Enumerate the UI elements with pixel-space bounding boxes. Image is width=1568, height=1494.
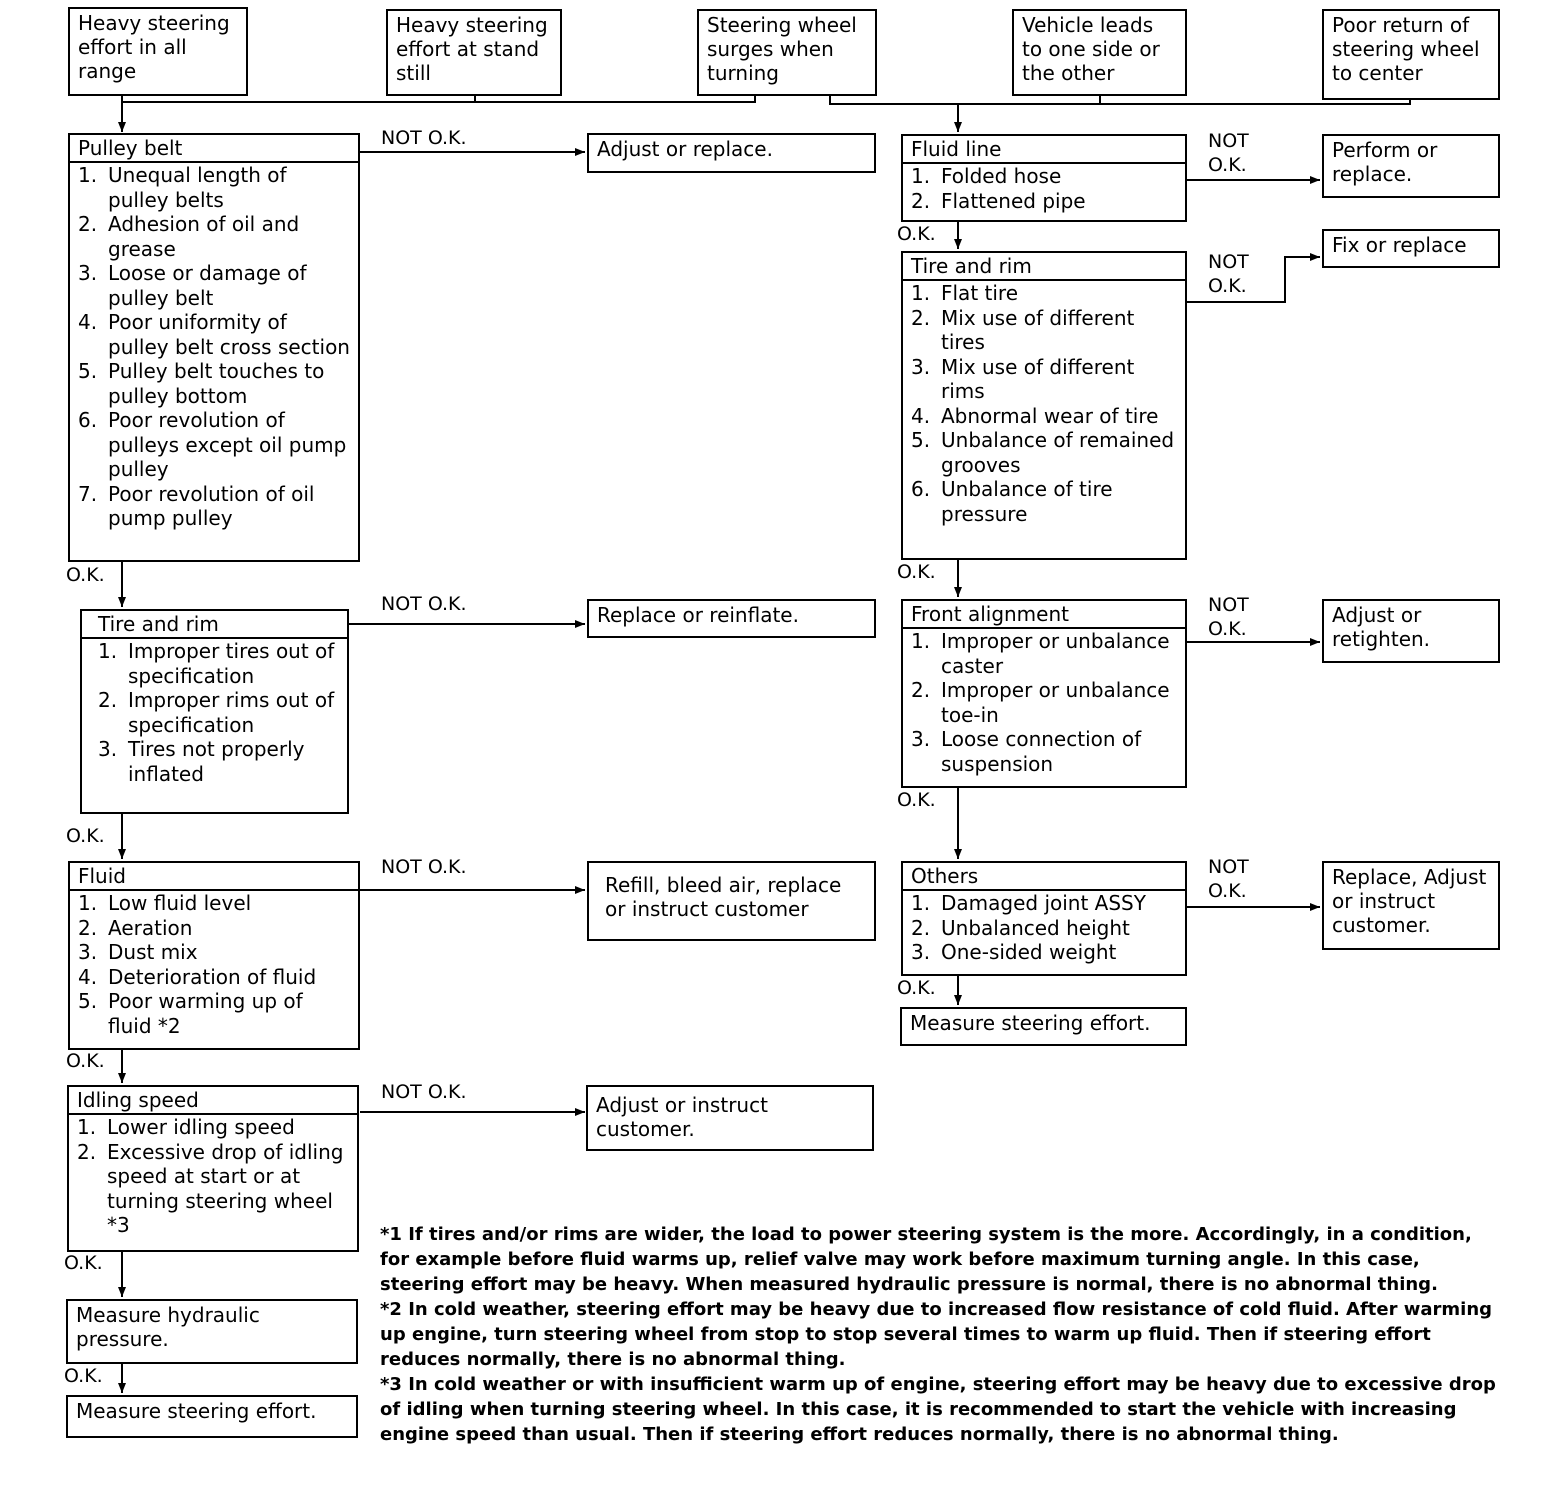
check-items [82, 639, 347, 786]
list-item: 3. Dust mix [78, 940, 198, 964]
ok-label: O.K. [64, 1365, 103, 1387]
action-text: Fix or replace [1332, 233, 1467, 257]
ok-label: O.K. [66, 825, 105, 847]
action-text: Replace, Adjust or instruct customer. [1332, 865, 1487, 937]
list-item: 1. Unequal length of pulley belts [78, 163, 287, 212]
list-item: 3. One-sided weight [911, 940, 1117, 964]
symptom-poor-return [1322, 9, 1500, 100]
list-item: 1. Damaged joint ASSY [911, 891, 1146, 915]
action-replace-reinflate [587, 599, 876, 638]
check-tire-rim-left [80, 609, 349, 814]
check-fluid-line [901, 134, 1187, 222]
ok-label: O.K. [897, 789, 936, 811]
action-text: Perform or replace. [1332, 138, 1438, 186]
list-item: 1. Folded hose [911, 164, 1062, 188]
check-title: Tire and rim [903, 253, 1185, 281]
action-text: Refill, bleed air, replace or instruct customer [605, 873, 842, 921]
not-ok-arrow-r2 [1187, 257, 1320, 302]
symptom-text: Steering wheel surges when turning [707, 13, 857, 85]
list-item: 4. Deterioration of fluid [78, 964, 317, 989]
action-adjust-instruct [586, 1085, 874, 1151]
list-item: 4. Poor uniformity of pulley belt cross section [78, 310, 350, 359]
check-tire-rim-right [901, 251, 1187, 560]
ok-short-label: O.K. [1208, 880, 1247, 902]
symptom-text: Heavy steering effort in all range [78, 11, 230, 83]
ok-label: O.K. [66, 564, 105, 586]
action-text: Measure hydraulic pressure. [76, 1303, 260, 1351]
check-items [70, 891, 358, 1038]
not-ok-label: NOT O.K. [381, 593, 467, 615]
action-text: Adjust or retighten. [1332, 603, 1431, 651]
ok-label: O.K. [897, 977, 936, 999]
ok-short-label: O.K. [1208, 154, 1247, 176]
symptom-collector-line [122, 96, 755, 102]
not-label: NOT [1208, 251, 1249, 273]
list-item: 3. Mix use of different rims [911, 354, 1135, 403]
list-item: 3. Loose or damage of pulley belt [78, 261, 307, 310]
action-measure-hydraulic [66, 1299, 358, 1364]
ok-label: O.K. [66, 1050, 105, 1072]
action-replace-adjust-instruct [1322, 861, 1500, 950]
check-pulley-belt [68, 133, 360, 562]
list-item: 1. Improper tires out of specification [98, 639, 335, 688]
symptom-text: Poor return of steering wheel to center [1332, 13, 1480, 85]
not-ok-label: NOT O.K. [381, 856, 467, 878]
check-items [903, 629, 1185, 776]
list-item: 7. Poor revolution of oil pump pulley [78, 481, 315, 530]
action-measure-effort-left [66, 1395, 358, 1438]
check-items [70, 163, 358, 531]
footnote-3: *3 In cold weather or with insufficient warm up of engine, steering effort may be heavy due to excessive drop of idling when turning steering wheel. In this case, it is recommended to start the vehicle with increasing engine speed than usual. Then if steering effort reduces normally, there is no abnormal thing. [380, 1374, 1496, 1445]
list-item: 5. Unbalance of remained grooves [911, 428, 1175, 477]
check-items [903, 164, 1185, 213]
not-ok-label: NOT O.K. [381, 1081, 467, 1103]
list-item: 2. Flattened pipe [911, 188, 1086, 213]
ok-short-label: O.K. [1208, 275, 1247, 297]
ok-label: O.K. [64, 1252, 103, 1274]
list-item: 2. Improper rims out of specification [98, 688, 335, 737]
list-item: 2. Aeration [78, 915, 193, 940]
check-title: Fluid line [903, 136, 1185, 164]
action-fix-replace [1322, 229, 1500, 268]
list-item: 1. Flat tire [911, 281, 1019, 305]
not-label: NOT [1208, 130, 1249, 152]
check-items [69, 1115, 357, 1238]
list-item: 4. Abnormal wear of tire [911, 403, 1159, 428]
check-title: Fluid [70, 863, 358, 891]
action-adjust-retighten [1322, 599, 1500, 663]
footnotes [380, 1222, 1500, 1447]
symptom-heavy-stand-still [386, 9, 562, 96]
check-title: Others [903, 863, 1185, 891]
symptom-text: Vehicle leads to one side or the other [1022, 13, 1160, 85]
list-item: 2. Improper or unbalance toe-in [911, 678, 1170, 727]
check-others [901, 861, 1187, 976]
footnote-1: *1 If tires and/or rims are wider, the load to power steering system is the more. Accordingly, in a condition, for example before fluid warms up, relief valve may work before maximum turning angle. In this case, steering effort may be heavy. When measured hydraulic pressure is normal, there is no abnormal thing. [380, 1224, 1472, 1295]
not-ok-label: NOT O.K. [381, 127, 467, 149]
action-text: Replace or reinflate. [597, 603, 799, 627]
list-item: 2. Mix use of different tires [911, 305, 1135, 354]
list-item: 2. Unbalanced height [911, 915, 1130, 940]
symptom-leads-one-side [1012, 9, 1187, 96]
list-item: 1. Lower idling speed [77, 1115, 295, 1139]
check-title: Pulley belt [70, 135, 358, 163]
list-item: 3. Loose connection of suspension [911, 727, 1142, 776]
symptom-text: Heavy steering effort at stand still [396, 13, 548, 85]
ok-label: O.K. [897, 561, 936, 583]
check-title: Tire and rim [82, 611, 347, 639]
not-label: NOT [1208, 856, 1249, 878]
list-item: 2. Adhesion of oil and grease [78, 212, 300, 261]
list-item: 1. Low fluid level [78, 891, 252, 915]
check-title: Front alignment [903, 601, 1185, 629]
ok-label: O.K. [897, 223, 936, 245]
list-item: 3. Tires not properly inflated [98, 737, 305, 786]
list-item: 1. Improper or unbalance caster [911, 629, 1170, 678]
check-title: Idling speed [69, 1087, 357, 1115]
not-label: NOT [1208, 594, 1249, 616]
action-perform-replace [1322, 134, 1500, 198]
list-item: 2. Excessive drop of idling speed at start or at turning steering wheel *3 [77, 1139, 344, 1237]
action-text: Adjust or replace. [597, 137, 773, 161]
check-fluid [68, 861, 360, 1050]
list-item: 5. Pulley belt touches to pulley bottom [78, 359, 325, 408]
symptom-surges-turning [697, 9, 877, 96]
action-text: Measure steering effort. [910, 1011, 1151, 1035]
list-item: 6. Poor revolution of pulleys except oil pump pulley [78, 408, 347, 481]
action-measure-effort-right [900, 1007, 1187, 1046]
check-idling-speed [67, 1085, 359, 1252]
check-front-alignment [901, 599, 1187, 788]
action-text: Adjust or instruct customer. [596, 1093, 768, 1141]
action-refill [587, 861, 876, 941]
symptom-heavy-all-range [68, 7, 248, 96]
ok-short-label: O.K. [1208, 618, 1247, 640]
action-adjust-replace [587, 133, 876, 173]
check-items [903, 891, 1185, 965]
list-item: 5. Poor warming up of fluid *2 [78, 989, 303, 1038]
footnote-2: *2 In cold weather, steering effort may be heavy due to increased flow resistance of cold fluid. After warming up engine, turn steering wheel from stop to stop several times to warm up fluid. Then if steering effort reduces normally, there is no abnormal thing. [380, 1299, 1493, 1370]
list-item: 6. Unbalance of tire pressure [911, 477, 1113, 526]
action-text: Measure steering effort. [76, 1399, 317, 1423]
check-items [903, 281, 1185, 526]
